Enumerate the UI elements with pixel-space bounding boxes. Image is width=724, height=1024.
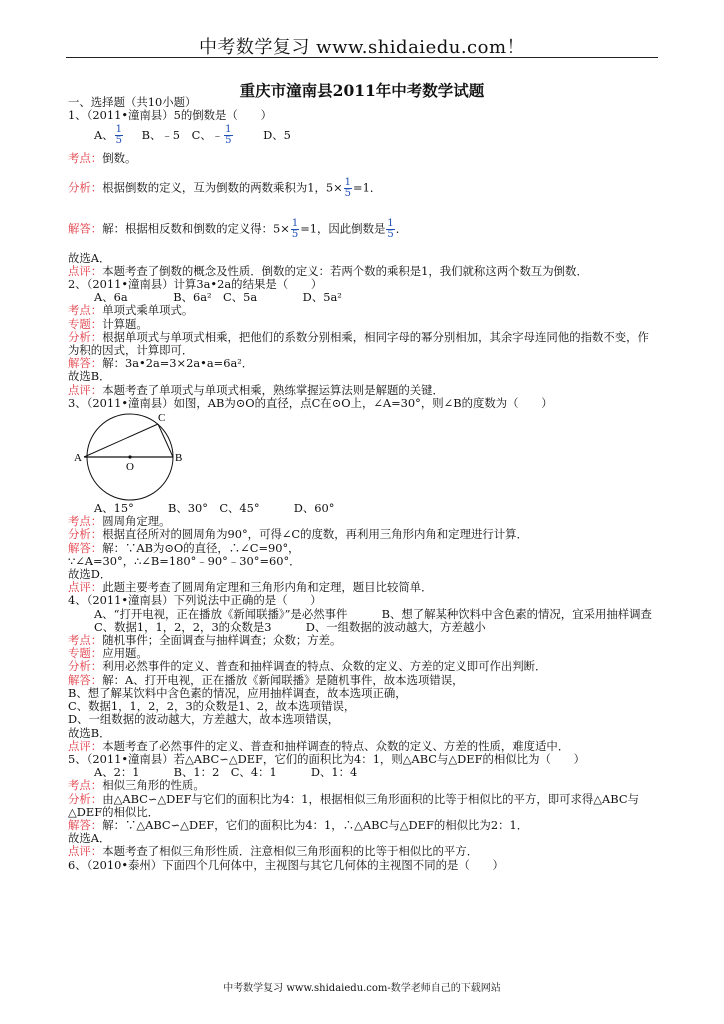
- q4-step-c: C、数据1，1，2，2，3的众数是1、2，故本选项错误，: [68, 699, 356, 714]
- document-title: 重庆市潼南县2011年中考数学试题: [239, 81, 485, 100]
- q3-step2: ∵∠A=30°，∴∠B=180°﹣90°﹣30°=60°．: [68, 553, 301, 568]
- q3-dianping: 点评：此题主要考查了圆周角定理和三角形内角和定理，题目比较简单．: [68, 580, 433, 595]
- q4-step-d: D、一组数据的波动越大，方差越大，故本选项错误，: [68, 712, 340, 727]
- q1-jieda: 解答：解：根据相反数和倒数的定义得：5× $\frac{1}{5}$ =1，因此倒数是 $\frac{1}{5}$ ．: [68, 217, 408, 240]
- fraction: $\frac{1}{5}$: [387, 217, 394, 240]
- q5-options: A、2：1 B、1：2 C、4：1 D、1：4: [94, 765, 358, 780]
- page-header: 中考数学复习 www.shidaiedu.com！: [198, 37, 526, 58]
- q2-dianping: 点评：本题考查了单项式与单项式相乘，熟练掌握运算法则是解题的关键．: [68, 382, 444, 397]
- point-a-label: A: [74, 452, 82, 465]
- q4-jieda: 解答：解：A、打开电视，正在播放《新闻联播》是随机事件，故本选项错误，: [68, 672, 464, 687]
- q1-kaodian: 考点：倒数。: [68, 151, 137, 166]
- point-o-label: O: [126, 461, 134, 474]
- q4-stem: 4、（2011•潼南县）下列说法中正确的是（ ）: [68, 593, 322, 608]
- q5-jieda: 解答：解：∵△ABC∽△DEF，它们的面积比为4：1，∴△ABC与△DEF的相似比为2：1．: [68, 817, 529, 832]
- q2-kaodian: 考点：单项式乘单项式。: [68, 303, 194, 318]
- q1-fenxi: 分析：根据倒数的定义，互为倒数的两数乘积为1，5× $\frac{1}{5}$ =1．: [68, 176, 382, 199]
- q5-answer: 故选A．: [68, 831, 111, 846]
- section-heading: 一、选择题（共10小题）: [68, 95, 197, 109]
- q2-options: A、6a B、6a² C、5a D、5a²: [94, 290, 342, 305]
- q3-kaodian: 考点：圆周角定理。: [68, 514, 171, 529]
- q4-options-cd: C、数据1，1，2，2，3的众数是3 D、一组数据的波动越大，方差越小: [94, 619, 486, 634]
- exam-content: [68, 96, 658, 872]
- fraction: $\frac{1}{5}$: [291, 217, 299, 240]
- q4-kaodian: 考点：随机事件；全面调查与抽样调查；众数；方差。: [68, 633, 342, 648]
- q3-answer: 故选D．: [68, 567, 112, 582]
- q3-jieda: 解答：解：∵AB为⊙O的直径，∴∠C=90°，: [68, 540, 300, 555]
- q1-dianping: 点评：本题考查了倒数的概念及性质．倒数的定义：若两个数的乘积是1，我们就称这两个数互为倒数．: [68, 263, 588, 278]
- q1-stem: 1、（2011•潼南县）5的倒数是（ ）: [68, 108, 272, 123]
- header-rule: [66, 57, 658, 58]
- q5-stem: 5、（2011•潼南县）若△ABC∽△DEF，它们的面积比为4：1，则△ABC与△DEF的相似比为（ ）: [68, 751, 586, 766]
- fraction: $\frac{1}{5}$: [225, 124, 232, 147]
- fraction: $\frac{1}{5}$: [115, 124, 122, 147]
- q3-options: A、15° B、30° C、45° D、60°: [94, 501, 335, 516]
- q5-fenxi: 分析：由△ABC∽△DEF与它们的面积比为4：1，根据相似三角形面积的比等于相似比的平方，即可求得△ABC与△DEF的相似比．: [68, 791, 639, 819]
- q4-options-ab: A、“打开电视，正在播放《新闻联播》”是必然事件 B、想了解某种饮料中含色素的情况，宜采用抽样调查: [94, 606, 652, 621]
- q4-answer: 故选B．: [68, 725, 111, 740]
- q2-zhuanti: 专题：计算题。: [68, 316, 148, 331]
- page-footer: 中考数学复习 www.shidaiedu.com-数学老师自己的下载网站: [223, 983, 501, 994]
- q3-fenxi: 分析：根据直径所对的圆周角为90°，可得∠C的度数，再利用三角形内角和定理进行计算．: [68, 527, 528, 542]
- fraction: $\frac{1}{5}$: [344, 176, 352, 199]
- circle-figure: [70, 412, 658, 502]
- q4-fenxi: 分析：利用必然事件的定义、普查和抽样调查的特点、众数的定义、方差的定义即可作出判断．: [68, 659, 547, 674]
- q2-answer: 故选B．: [68, 369, 111, 384]
- point-c-label: C: [158, 412, 166, 425]
- q1-options: A、 $\frac{1}{5}$ B、﹣5 C、﹣ $\frac{1}{5}$ D、5: [94, 124, 291, 147]
- q5-dianping: 点评：本题考查了相似三角形性质．注意相似三角形面积的比等于相似比的平方．: [68, 844, 479, 859]
- point-b-label: B: [175, 452, 183, 465]
- q4-step-b: B、想了解某饮料中含色素的情况，应用抽样调查，故本选项正确，: [68, 685, 407, 700]
- q1-answer: 故选A．: [68, 250, 111, 265]
- q2-stem: 2、（2011•潼南县）计算3a•2a的结果是（ ）: [68, 277, 323, 292]
- q4-zhuanti: 专题：应用题。: [68, 646, 148, 661]
- q4-dianping: 点评：本题考查了必然事件的定义、普查和抽样调查的特点、众数的定义、方差的性质，难度适中．: [68, 738, 570, 753]
- q2-fenxi: 分析：根据单项式与单项式相乘，把他们的系数分别相乘，相同字母的幂分别相加，其余字母连同他的指数不变，作为积的因式，计算即可．: [68, 329, 649, 358]
- q6-stem: 6、（2010•泰州）下面四个几何体中，主视图与其它几何体的主视图不同的是（ ）: [68, 857, 504, 872]
- q5-kaodian: 考点：相似三角形的性质。: [68, 778, 205, 793]
- q2-jieda: 解答：解：3a•2a=3×2a•a=6a²．: [68, 356, 254, 371]
- q3-stem: 3、（2011•潼南县）如图，AB为⊙O的直径，点C在⊙O上，∠A=30°，则∠B的度数为（ ）: [68, 395, 553, 410]
- circle-diagram: [70, 412, 190, 502]
